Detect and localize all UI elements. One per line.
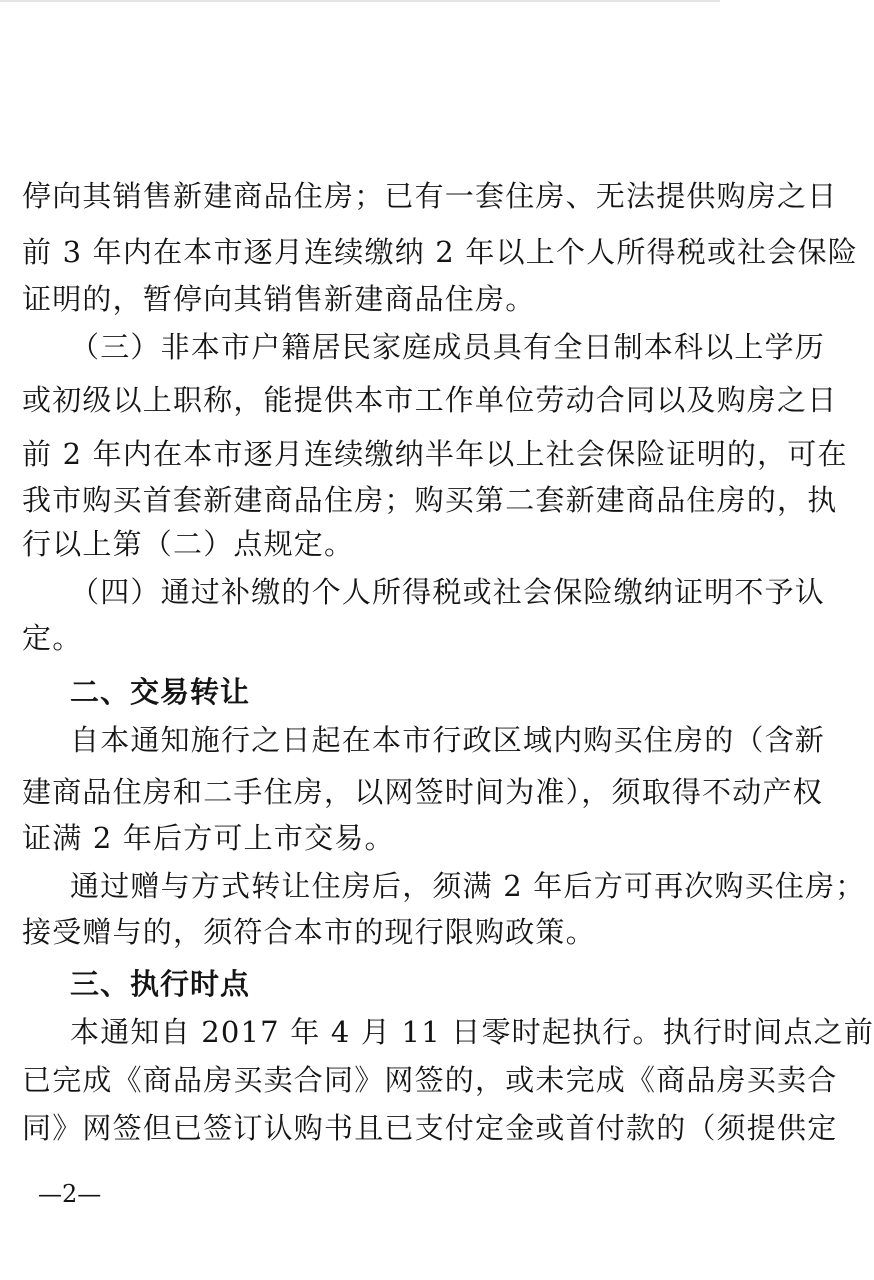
body-line-16: 接受赠与的，须符合本市的现行限购政策。	[22, 915, 596, 949]
page-number: —2—	[38, 1180, 102, 1208]
body-line-8: 行以上第（二）点规定。	[22, 527, 355, 561]
body-line-20: 同》网签但已签订认购书且已支付定金或首付款的（须提供定	[22, 1111, 838, 1145]
section-heading-3: 三、执行时点	[70, 967, 251, 1001]
body-line-6: 前 2 年内在本市逐月连续缴纳半年以上社会保险证明的，可在	[22, 437, 848, 471]
body-line-3: 证明的，暂停向其销售新建商品住房。	[22, 282, 536, 316]
body-line-7: 我市购买首套新建商品住房；购买第二套新建商品住房的，执	[22, 483, 838, 517]
body-line-19: 已完成《商品房买卖合同》网签的，或未完成《商品房买卖合	[22, 1063, 838, 1097]
body-line-10: 定。	[22, 621, 83, 655]
body-line-1: 停向其销售新建商品住房；已有一套住房、无法提供购房之日	[22, 179, 838, 213]
body-line-9: （四）通过补缴的个人所得税或社会保险缴纳证明不予认	[70, 575, 826, 609]
body-line-18: 本通知自 2017 年 4 月 11 日零时起执行。执行时间点之前	[70, 1015, 874, 1049]
section-heading-2: 二、交易转让	[70, 675, 251, 709]
body-line-13: 建商品住房和二手住房，以网签时间为准），须取得不动产权	[22, 775, 823, 809]
body-line-14: 证满 2 年后方可上市交易。	[22, 821, 395, 855]
body-line-12: 自本通知施行之日起在本市行政区域内购买住房的（含新	[70, 723, 826, 757]
body-line-5: 或初级以上职称，能提供本市工作单位劳动合同以及购房之日	[22, 383, 838, 417]
body-line-2: 前 3 年内在本市逐月连续缴纳 2 年以上个人所得税或社会保险	[22, 235, 858, 269]
body-line-4: （三）非本市户籍居民家庭成员具有全日制本科以上学历	[70, 330, 826, 364]
body-line-15: 通过赠与方式转让住房后，须满 2 年后方可再次购买住房；	[70, 869, 866, 903]
